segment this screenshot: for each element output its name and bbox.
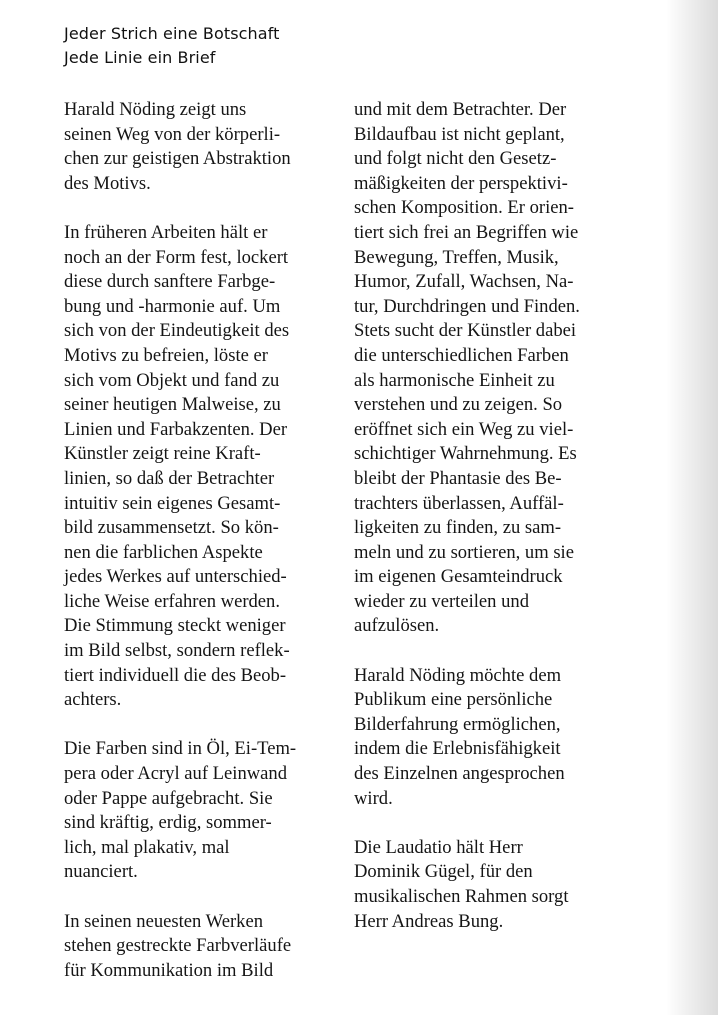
text-line: Bildaufbau ist nicht geplant, [354,123,565,145]
text-line: wieder zu verteilen und [354,590,530,612]
text-line: chen zur geistigen Abstraktion [64,148,291,170]
text-line: und folgt nicht den Gesetz- [354,148,557,170]
text-line: Bewegung, Treffen, Musik, [354,246,559,268]
text-line: Linien und Farbakzenten. Der [64,418,288,440]
paragraph [64,98,344,196]
text-line: sich vom Objekt und fand zu [64,369,280,391]
text-line: trachters überlassen, Auffäl- [354,492,564,514]
text-line: des Einzelnen angesprochen [354,763,565,785]
text-line: Herr Andreas Bung. [354,910,504,932]
text-line: liche Weise erfahren werden. [64,590,281,612]
paragraph [64,221,344,713]
text-line: seinen Weg von der körperli- [64,123,281,145]
text-line: Die Laudatio hält Herr [354,836,523,858]
text-line: Die Farben sind in Öl, Ei-Tem- [64,738,297,760]
text-line: bleibt der Phantasie des Be- [354,467,562,489]
text-line: noch an der Form fest, lockert [64,246,289,268]
paragraph [64,910,344,984]
text-line: Harald Nöding zeigt uns [64,99,247,120]
text-line: linien, so daß der Betrachter [64,467,275,489]
text-line: Publikum eine persönliche [354,689,553,711]
text-line: im eigenen Gesamteindruck [354,566,563,588]
text-line: achters. [64,689,122,711]
text-line: schichtiger Wahrnehmung. Es [354,443,577,465]
text-line: tiert sich frei an Begriffen wie [354,221,579,243]
text-line: sich von der Eindeutigkeit des [64,320,290,342]
text-line: meln und zu sortieren, um sie [354,541,574,563]
text-line: diese durch sanftere Farbge- [64,271,276,293]
text-line: oder Pappe aufgebracht. Sie [64,787,273,809]
text-line: bung und -harmonie auf. Um [64,295,281,317]
text-line: Humor, Zufall, Wachsen, Na- [354,271,574,293]
text-line: bild zusammensetzt. So kön- [64,517,279,539]
text-line: jedes Werkes auf unterschied- [64,566,287,588]
text-line: aufzulösen. [354,615,440,637]
text-line: pera oder Acryl auf Leinwand [64,763,288,785]
text-line: Die Stimmung steckt weniger [64,615,286,637]
text-line: In früheren Arbeiten hält er [64,221,268,243]
header-line-2: Jede Linie ein Brief [64,48,216,67]
text-line: als harmonische Einheit zu [354,369,555,391]
text-line: ligkeiten zu finden, zu sam- [354,517,562,539]
text-line: seiner heutigen Malweise, zu [64,394,281,416]
text-line: nen die farblichen Aspekte [64,541,263,563]
text-line: nuanciert. [64,861,138,883]
text-line: tiert individuell die des Beob- [64,664,287,686]
text-line: wird. [354,787,393,809]
text-line: stehen gestreckte Farbverläufe [64,935,292,957]
text-line: intuitiv sein eigenes Gesamt- [64,492,281,514]
paragraph [354,664,644,812]
paragraph [64,737,344,885]
text-line: verstehen und zu zeigen. So [354,394,563,416]
text-line: für Kommunikation im Bild [64,959,274,981]
paragraph [354,98,644,639]
text-line: im Bild selbst, sondern reflek- [64,640,290,662]
text-line: die unterschiedlichen Farben [354,344,569,366]
text-line: schen Komposition. Er orien- [354,197,574,219]
text-line: tur, Durchdringen und Finden. [354,295,580,317]
page-edge-shadow [666,0,718,1015]
text-line: Motivs zu befreien, löste er [64,344,268,366]
text-line: Künstler zeigt reine Kraft- [64,443,261,465]
text-line: Bilderfahrung ermöglichen, [354,713,561,735]
text-line: und mit dem Betrachter. Der [354,99,567,120]
text-line: Dominik Gügel, für den [354,861,533,883]
text-line: lich, mal plakativ, mal [64,836,230,858]
text-line: Stets sucht der Künstler dabei [354,320,577,342]
text-line: musikalischen Rahmen sorgt [354,886,569,907]
header-line-1: Jeder Strich eine Botschaft [64,24,280,43]
right-column [354,98,644,934]
text-line: des Motivs. [64,172,151,194]
text-line: eröffnet sich ein Weg zu viel- [354,418,574,440]
text-line: sind kräftig, erdig, sommer- [64,812,272,834]
text-line: mäßigkeiten der perspektivi- [354,172,568,194]
text-line: Harald Nöding möchte dem [354,664,562,686]
text-line: indem die Erlebnisfähigkeit [354,738,561,760]
paragraph [354,836,644,934]
document-header [64,22,280,70]
left-column [64,98,344,983]
text-line: In seinen neuesten Werken [64,910,264,932]
